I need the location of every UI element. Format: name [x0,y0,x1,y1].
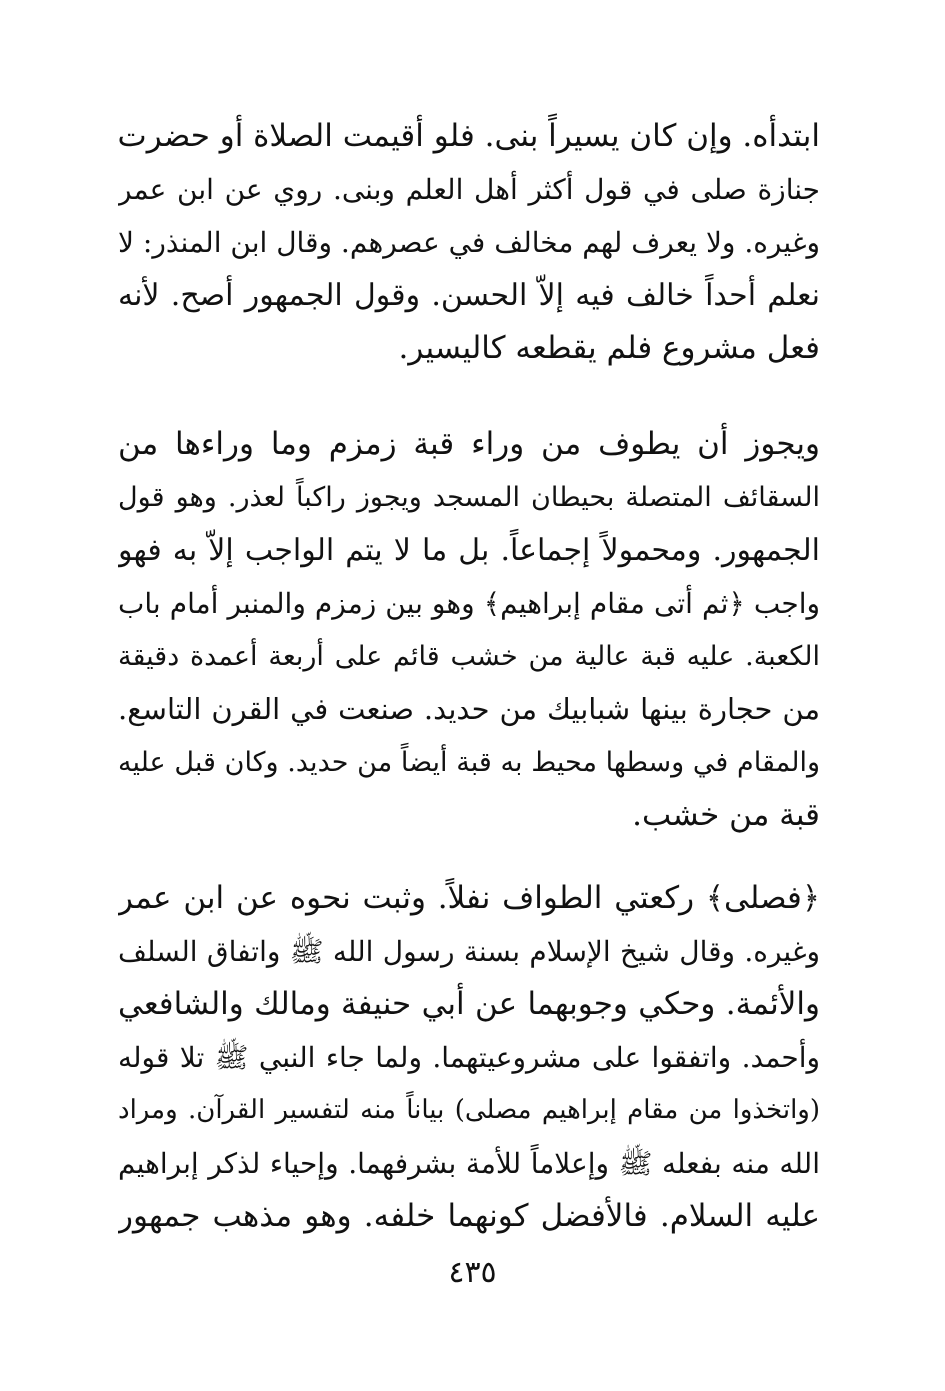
text-line: وغيره. وقال شيخ الإسلام بسنة رسول الله ﷺ واتفاق السلف [118,935,820,968]
text-line: (واتخذوا من مقام إبراهيم مصلى) بياناً منه لتفسير القرآن. ومراد [118,1095,820,1125]
text-line: وغيره. ولا يعرف لهم مخالف في عصرهم. وقال ابن المنذر: لا [118,226,820,259]
text-line: عليه السلام. فالأفضل كونهما خلفه. وهو مذهب جمهور [118,1198,820,1234]
paragraph-2 [118,418,820,842]
text-line: ابتدأه. وإن كان يسيراً بنى. فلو أقيمت الصلاة أو حضرت [118,118,820,154]
text-line: الله منه بفعله ﷺ وإعلاماً للأمة بشرفهما. وإحياء لذكر إبراهيم [118,1147,820,1180]
text-line: السقائف المتصلة بحيطان المسجد ويجوز راكباً لعذر. وهو قول [118,482,820,513]
paragraph-1 [118,110,820,375]
text-line: من حجارة بينها شبابيك من حديد. صنعت في القرن التاسع. [118,692,820,726]
text-line: والمقام في وسطها محيط به قبة أيضاً من حديد. وكان قبل عليه [118,747,820,778]
text-line: واجب ﴿ثم أتى مقام إبراهيم﴾ وهو بين زمزم والمنبر أمام باب [118,587,820,620]
text-line: ﴿فصلى﴾ ركعتي الطواف نفلاً. وثبت نحوه عن ابن عمر [118,880,820,916]
text-line: وأحمد. واتفقوا على مشروعيتهما. ولما جاء النبي ﷺ تلا قوله [118,1041,820,1074]
text-line: نعلم أحداً خالف فيه إلاّ الحسن. وقول الجمهور أصح. لأنه [118,278,820,313]
page-number: ٤٣٥ [448,1255,497,1290]
text-line: قبة من خشب. [632,797,820,833]
text-line: فعل مشروع فلم يقطعه كاليسير. [398,330,820,366]
text-line: الجمهور. ومحمولاً إجماعاً. بل ما لا يتم الواجب إلاّ به فهو [118,533,820,568]
text-line: الكعبة. عليه قبة عالية من خشب قائم على أربعة أعمدة دقيقة [118,641,820,672]
text-line: ويجوز أن يطوف من وراء قبة زمزم وما وراءها من [118,426,820,462]
paragraph-3 [118,872,820,1243]
text-line: والأئمة. وحكي وجوبهما عن أبي حنيفة ومالك والشافعي [118,986,820,1022]
text-line: جنازة صلى في قول أكثر أهل العلم وبنى. روي عن ابن عمر [118,173,820,206]
